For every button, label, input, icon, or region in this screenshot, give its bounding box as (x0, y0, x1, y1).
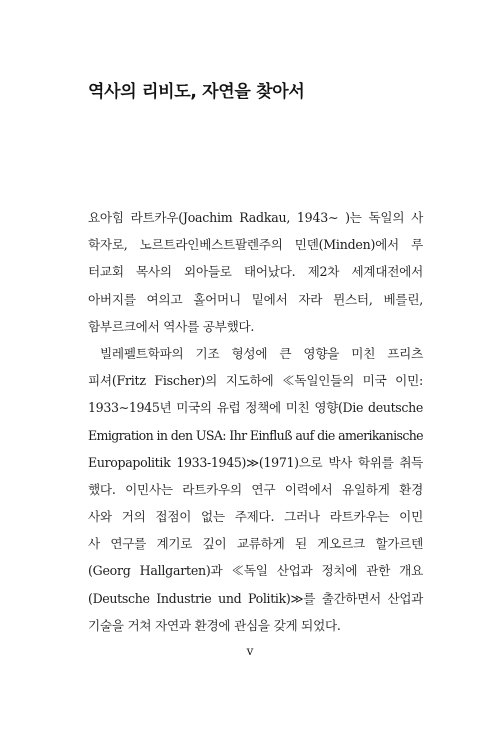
paragraph-2-line-2: 피셔(Fritz Fischer)의 지도하에 ≪독일인들의 미국 이민: (88, 373, 423, 389)
paragraph-2-line-7: 사와 거의 접점이 없는 주제다. 그러나 라트카우는 이민 (88, 509, 423, 525)
paragraph-2-line-11: 기술을 거쳐 자연과 환경에 관심을 갖게 되었다. (88, 617, 341, 633)
paragraph-2-line-6: 했다. 이민사는 라트카우의 연구 이력에서 유일하게 환경 (88, 481, 423, 497)
paragraph-2-line-4: Emigration in den USA: Ihr Einfluß auf die amerikanische (88, 427, 423, 443)
paragraph-1-line-1: 요아힘 라트카우(Joachim Radkau, 1943∼ )는 독일의 사 (88, 210, 423, 225)
paragraph-2-line-10: (Deutsche Industrie und Politik)≫를 출간하면서 산업과 (88, 590, 423, 606)
paragraph-2-line-3: 1933∼1945년 미국의 유럽 정책에 미친 영향(Die deutsche (88, 400, 423, 416)
paragraph-1-line-4: 아버지를 여의고 홀어머니 밑에서 자라 뮌스터, 베를린, (88, 291, 423, 307)
paragraph-1-line-5: 함부르크에서 역사를 공부했다. (88, 318, 255, 334)
paragraph-2-line-5: Europapolitik 1933-1945)≫(1971)으로 박사 학위를 취득 (88, 454, 423, 470)
paragraph-2-line-9: (Georg Hallgarten)과 ≪독일 산업과 정치에 관한 개요 (88, 563, 423, 579)
paragraph-2-line-1: 빌레펠트학파의 기조 형성에 큰 영향을 미친 프리츠 (100, 345, 423, 361)
paragraph-1-line-3: 터교회 목사의 외아들로 태어났다. 제2차 세계대전에서 (88, 264, 423, 280)
body-text (88, 204, 423, 639)
chapter-title: 역사의 리비도, 자연을 찾아서 (88, 82, 305, 102)
paragraph-1-line-2: 학자로, 노르트라인베스트팔렌주의 민덴(Minden)에서 루 (88, 237, 423, 253)
paragraph-2-line-8: 사 연구를 계기로 깊이 교류하게 된 게오르크 할가르텐 (88, 536, 423, 552)
page-number: v (246, 644, 254, 658)
